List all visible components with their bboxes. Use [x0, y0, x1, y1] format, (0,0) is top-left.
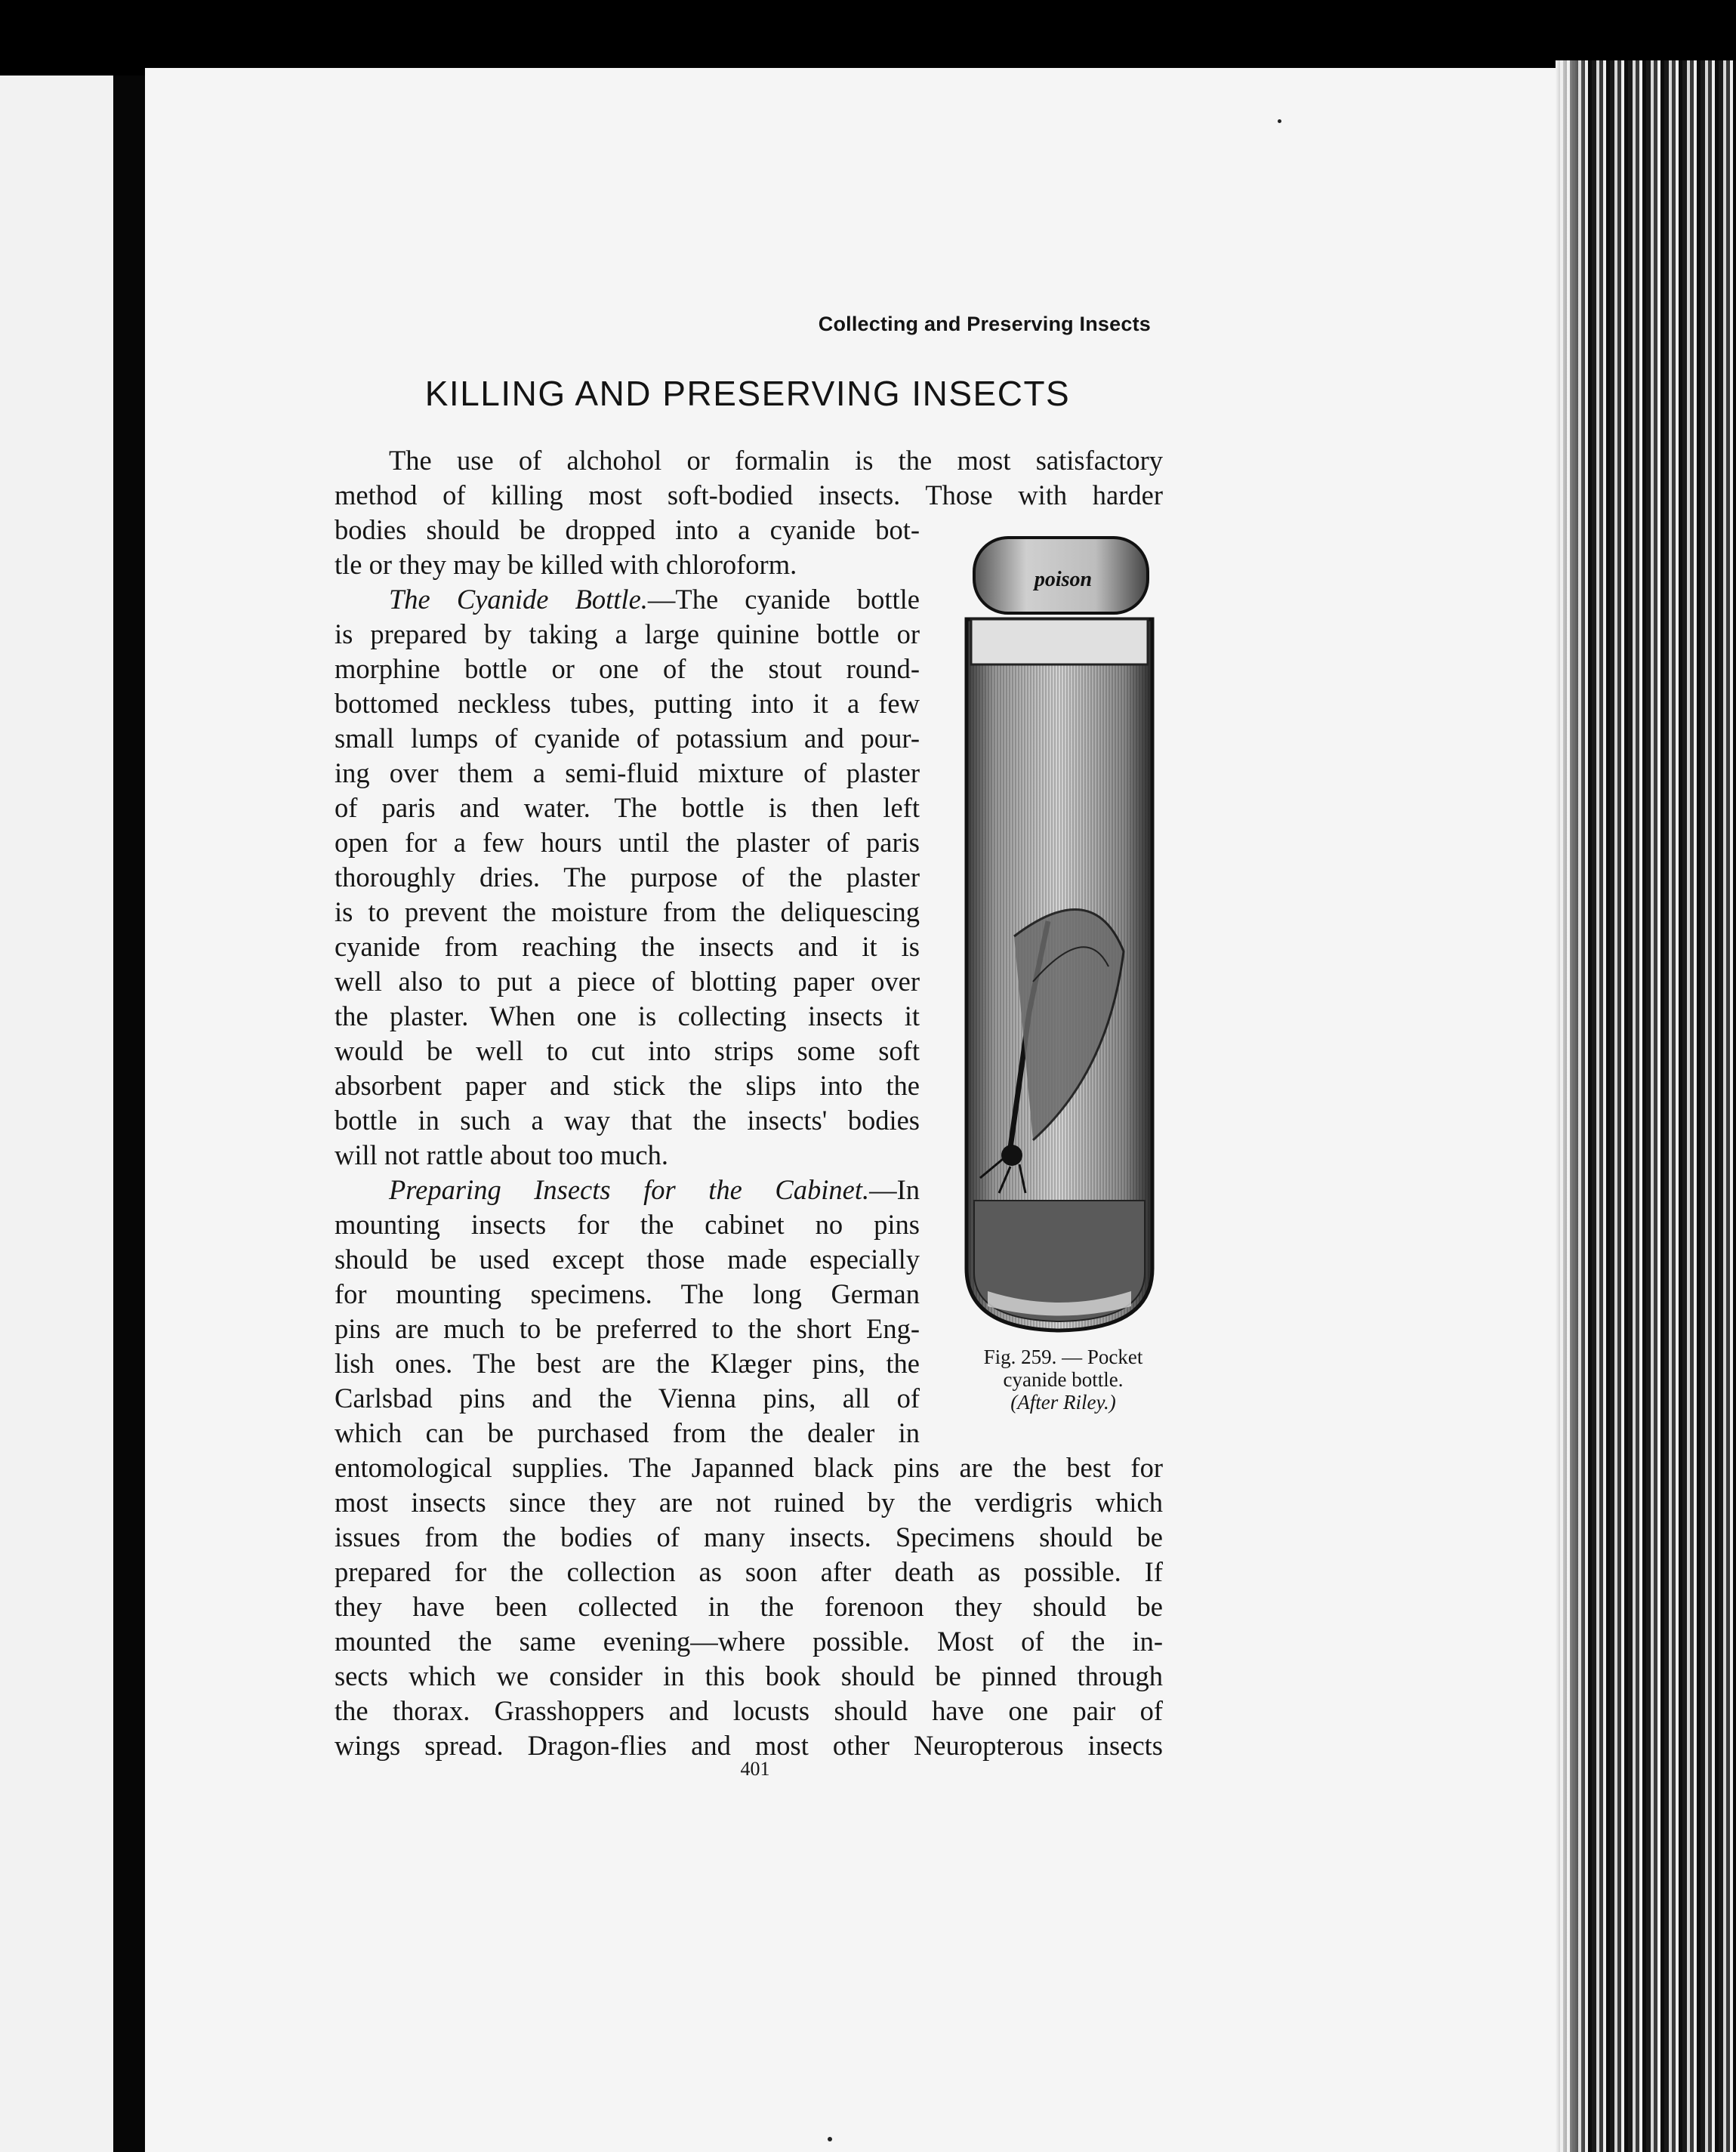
body-line: which can be purchased from the dealer in [335, 1417, 920, 1448]
body-line: most insects since they are not ruined by the verdigris which [335, 1487, 1163, 1518]
page-number: 401 [740, 1758, 770, 1780]
body-line: ing over them a semi-fluid mixture of plaster [335, 757, 920, 788]
figure-caption-text: cyanide bottle. [1003, 1368, 1124, 1391]
body-line: sects which we consider in this book should be pinned through [335, 1660, 1163, 1691]
body-line: for mounting specimens. The long German [335, 1278, 920, 1309]
body-line: mounting insects for the cabinet no pins [335, 1209, 920, 1240]
body-line: the plaster. When one is collecting insects it [335, 1000, 920, 1031]
body-line: method of killing most soft-bodied insects. Those with harder [335, 479, 1163, 510]
running-head: Collecting and Preserving Insects [818, 313, 1151, 335]
bottle-drawing [957, 529, 1161, 1352]
figure-caption-label: Fig. 259. — Pocket [983, 1346, 1143, 1368]
facing-page-edge [0, 76, 113, 2152]
body-line: bodies should be dropped into a cyanide bot- [335, 514, 920, 545]
body-line: cyanide from reaching the insects and it is [335, 931, 920, 962]
body-line: bottomed neckless tubes, putting into it a few [335, 688, 920, 719]
body-line: wings spread. Dragon-flies and most other Neuropterous insects [335, 1730, 1163, 1761]
body-line: The use of alchohol or formalin is the most satisfactory [389, 445, 1163, 476]
body-line: they have been collected in the forenoon they should be [335, 1591, 1163, 1622]
body-line: tle or they may be killed with chloroform. [335, 549, 797, 580]
body-line: morphine bottle or one of the stout round- [335, 653, 920, 684]
body-line: entomological supplies. The Japanned black pins are the best for [335, 1452, 1163, 1483]
body-line: of paris and water. The bottle is then left [335, 792, 920, 823]
body-line: should be used except those made especially [335, 1244, 920, 1275]
body-line: pins are much to be preferred to the short Eng- [335, 1313, 920, 1344]
poison-label: poison [1034, 568, 1093, 591]
body-line [335, 583, 920, 616]
body-line: would be well to cut into strips some soft [335, 1035, 920, 1066]
body-line: well also to put a piece of blotting paper over [335, 966, 920, 997]
body-line: open for a few hours until the plaster of paris [335, 827, 920, 858]
body-line: thoroughly dries. The purpose of the plaster [335, 862, 920, 893]
body-line: is prepared by taking a large quinine bottle or [335, 618, 920, 649]
body-line [335, 1173, 920, 1207]
body-line: Carlsbad pins and the Vienna pins, all of [335, 1383, 920, 1414]
body-line: will not rattle about too much. [335, 1139, 668, 1170]
figure-caption-credit: (After Riley.) [1010, 1391, 1116, 1414]
body-line: lish ones. The best are the Klæger pins, the [335, 1348, 920, 1379]
body-line-text: —The cyanide bottle [647, 584, 920, 615]
body-line: the thorax. Grasshoppers and locusts should have one pair of [335, 1695, 1163, 1726]
neck-band [971, 619, 1148, 664]
scan-speck [828, 2137, 832, 2141]
book-gutter [113, 76, 145, 2152]
page-stack-edge [1556, 60, 1736, 2152]
body-line: absorbent paper and stick the slips into the [335, 1070, 920, 1101]
scan-speck [1278, 119, 1281, 123]
section-heading-cyanide-bottle: The Cyanide Bottle. [389, 584, 648, 615]
section-heading-preparing-insects: Preparing Insects for the Cabinet. [389, 1174, 870, 1205]
body-line: is to prevent the moisture from the deliquescing [335, 896, 920, 927]
cyanide-bottle-illustration [957, 529, 1161, 1352]
body-line-text: —In [869, 1174, 920, 1205]
body-line: bottle in such a way that the insects' bodies [335, 1105, 920, 1136]
chapter-title: KILLING AND PRESERVING INSECTS [424, 374, 1071, 413]
body-line: small lumps of cyanide of potassium and pour- [335, 723, 920, 754]
body-line: prepared for the collection as soon after death as possible. If [335, 1556, 1163, 1587]
body-line: mounted the same evening—where possible. Most of the in- [335, 1626, 1163, 1657]
body-line: issues from the bodies of many insects. Specimens should be [335, 1522, 1163, 1552]
